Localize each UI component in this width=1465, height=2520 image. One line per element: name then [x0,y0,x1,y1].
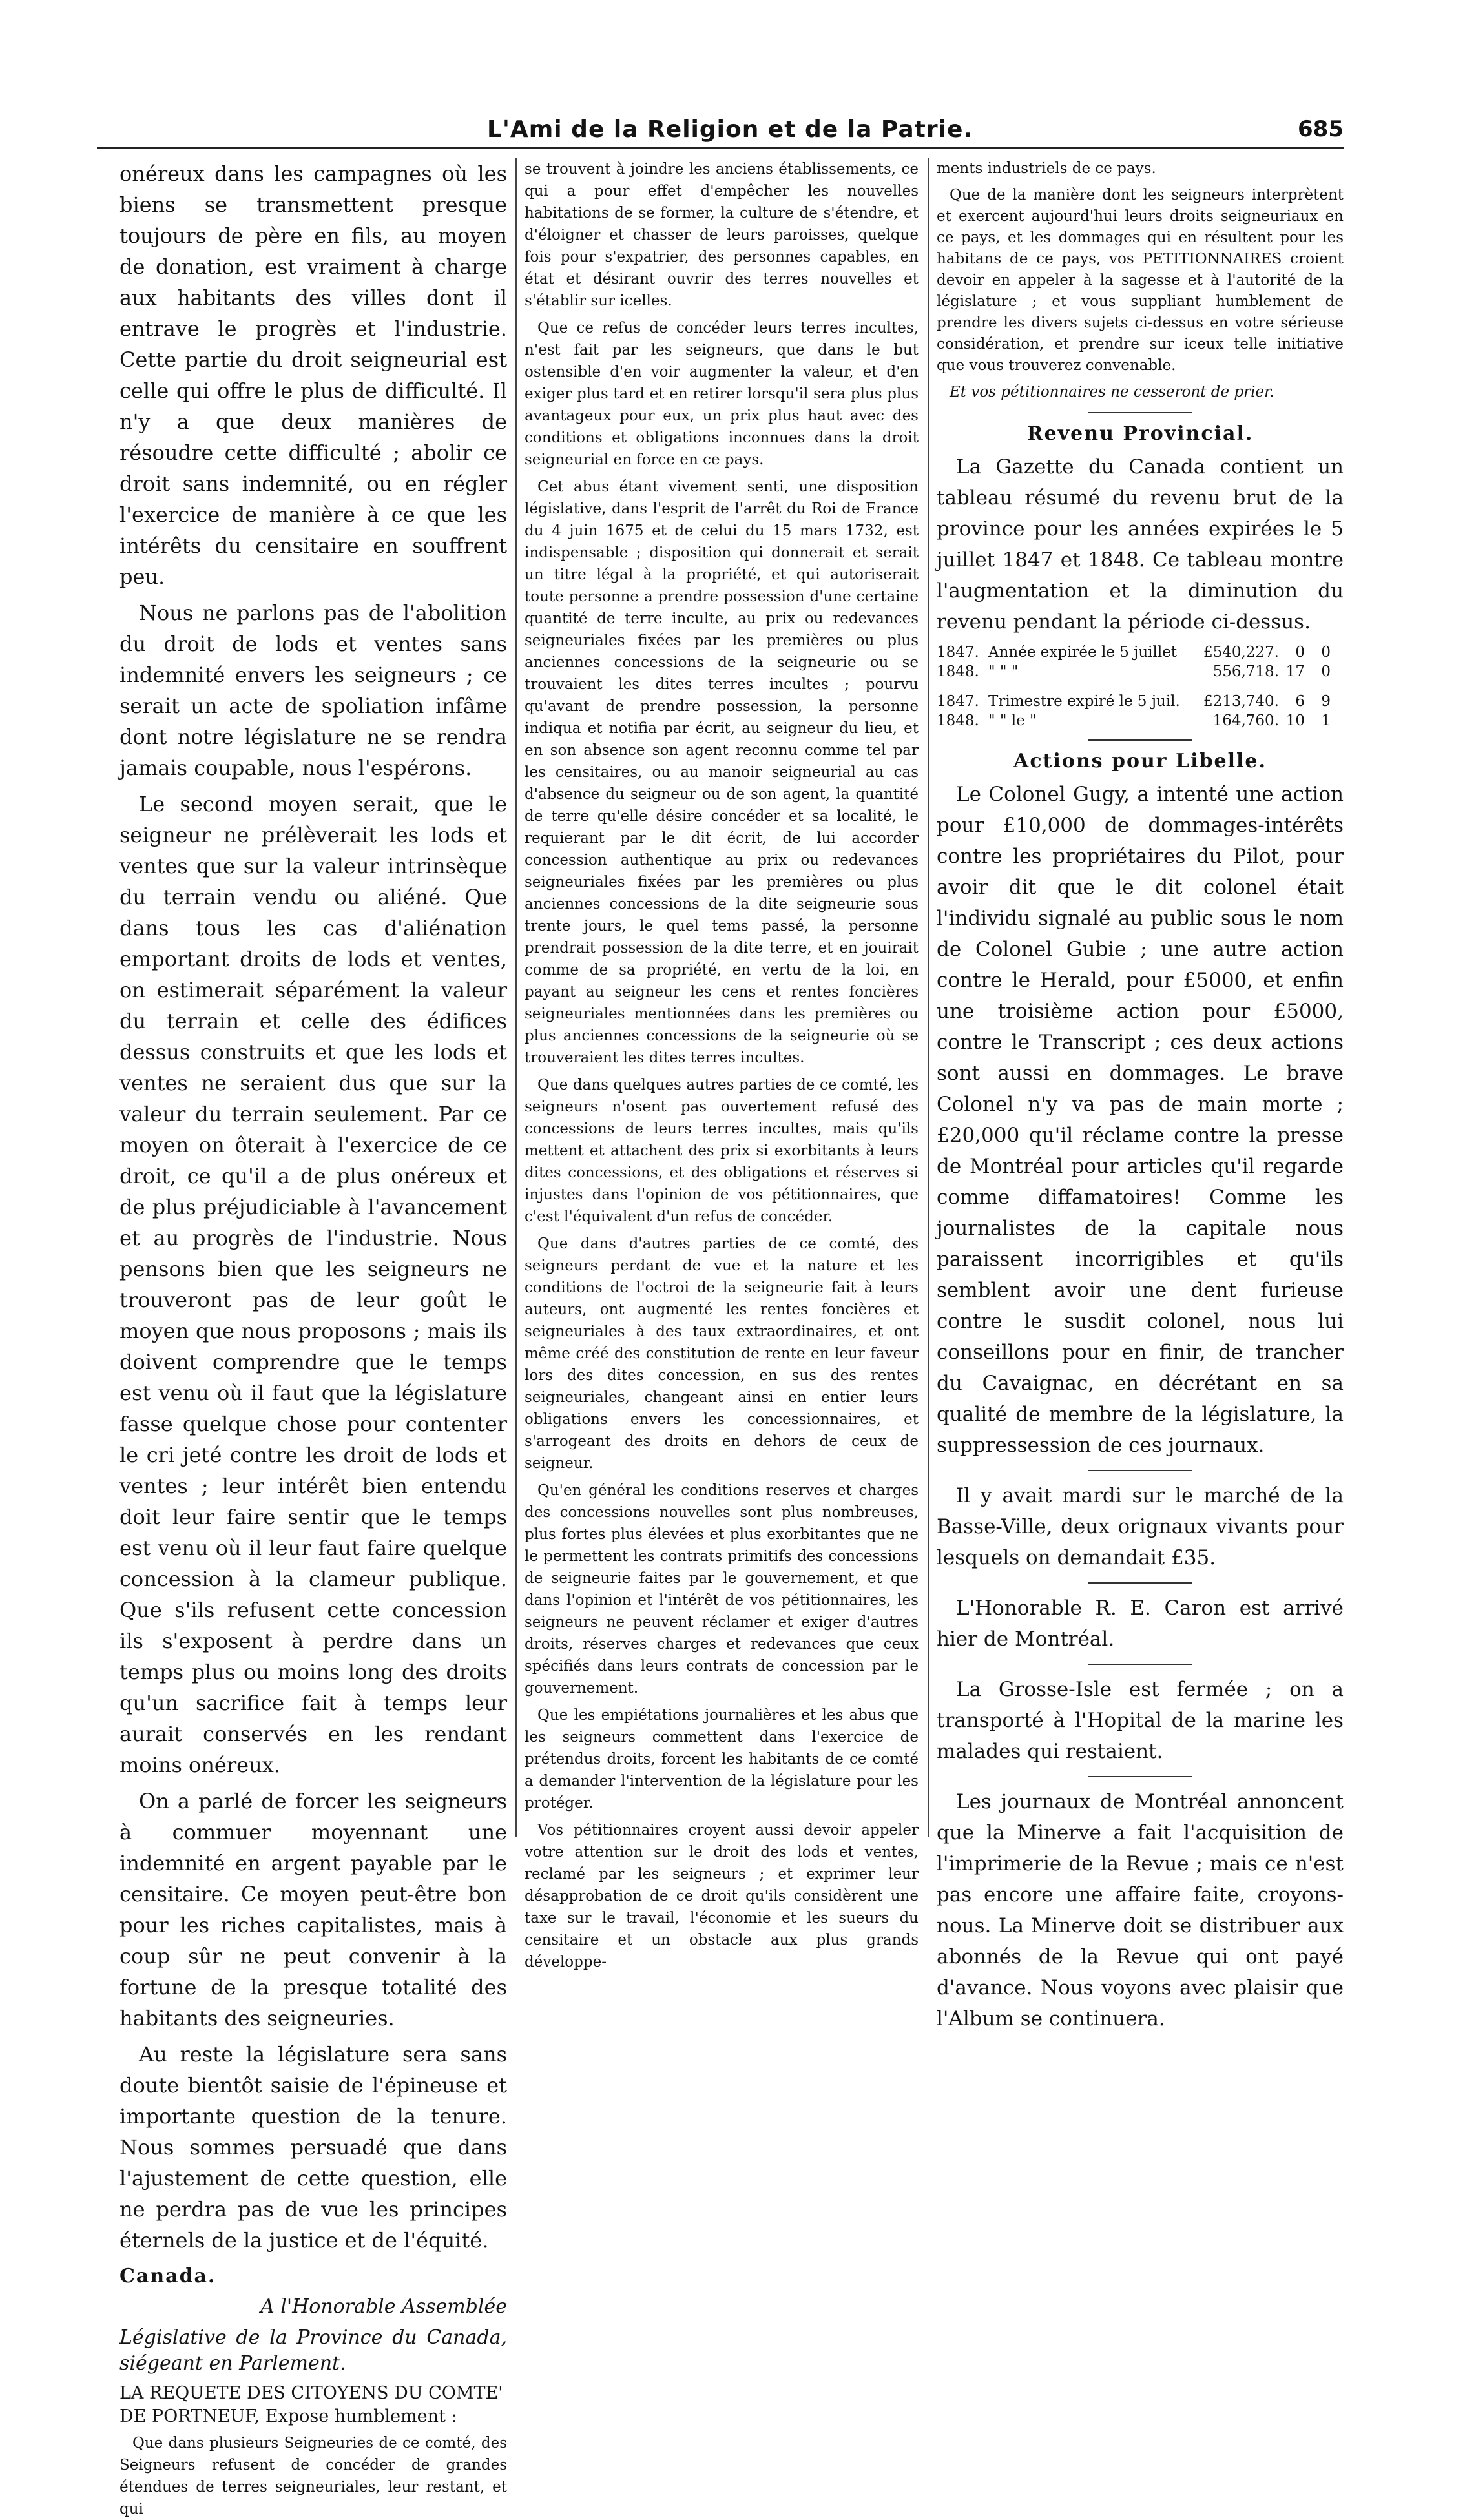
section-divider [1088,739,1192,741]
header-rule [97,147,1344,149]
page-number: 685 [1298,116,1344,142]
column-3 [937,158,1344,2030]
article-paragraph: Au reste la législature sera sans doute bientôt saisie de l'épineuse et importante question de la tenure. Nous sommes persuadé que dans l'ajustement de cette question, elle ne perdra pas de vue les principes éternels de la justice et de l'équité. [119,2042,507,2253]
table-row: 1847. Année expirée le 5 juillet £540,227. 0 0 [937,644,1331,661]
news-item: La Grosse-Isle est fermée ; on a transporté à l'Hopital de la marine les malades qui restaient. [937,1678,1344,1763]
column-1 [119,158,507,2517]
petition-paragraph: Que ce refus de concéder leurs terres incultes, n'est fait par les seigneurs, que dans le but ostensible d'en voir augmenter la valeur, et d'en exiger plus tard et en retirer lorsqu'il sera plus plus avantageux pour eux, un prix plus haut avec des conditions et obligations inconnues dans la droit seigneurial en force en ce pays. [525,320,919,468]
petition-address: A l'Honorable Assemblée [260,2295,507,2318]
article-paragraph: On a parlé de forcer les seigneurs à commuer moyennant une indemnité en argent payable par le censitaire. Ce moyen peut-être bon pour les riches capitalistes, mais à coup sûr ne peut convenir à la fortune de la presque totalité des habitants des seigneuries. [119,1789,507,2030]
actions-heading: Actions pour Libelle. [1013,750,1267,772]
article-paragraph: Nous ne parlons pas de l'abolition du droit de lods et ventes sans indemnité envers les seigneurs ; ce serait un acte de spoliation infâme dont notre législature ne se rendra jamais coupable, nous l'espérons. [119,601,507,780]
section-divider [1088,1664,1192,1665]
column-2 [525,158,919,1970]
article-paragraph: onéreux dans les campagnes où les biens se transmettent presque toujours de père en fils, au moyen de donation, est vraiment à charge aux habitants des villes dont il entrave le progrès et l'industrie. Cette partie du droit seigneurial est celle qui offre le plus de difficulté. Il n'y a que deux manières de résoudre cette difficulté ; abolir ce droit sans indemnité, ou en régler l'exercice de manière à ce que les intérêts du censitaire en souffrent peu. [119,161,507,589]
revenu-heading: Revenu Provincial. [1026,422,1254,445]
petition-address: Législative de la Province du Canada, siégeant en Parlement. [119,2326,507,2375]
petition-closing: Et vos pétitionnaires ne cesseront de prier. [950,384,1274,400]
actions-paragraph: Le Colonel Gugy, a intenté une action pour £10,000 de dommages-intérêts contre les propriétaires du Pilot, pour avoir dit que le dit colonel était l'individu signalé au public sous le nom de Colonel Gubie ; une autre action contre le Herald, pour £5000, et enfin une troisième action pour £5000, contre le Transcript ; ces deux actions sont aussi en dommages. Le brave Colonel n'y va pas de main morte ; £20,000 qu'il réclame contre la presse de Montréal pour articles qu'il regarde comme diffamatoires! Comme les journalistes de la capitale nous paraissent incorrigibles et qu'ils semblent avoir une dent furieuse contre le susdit colonel, nous lui conseillons pour en finir, de trancher du Cavaignac, en décrétant en sa qualité de membre de la législature, la suppressession de ces journaux. [937,783,1344,1457]
article-paragraph: Le second moyen serait, que le seigneur ne prélèverait les lods et ventes que sur la valeur intrinsèque du terrain vendu ou aliéné. Que dans tous les cas d'aliénation emportant droits de lods et ventes, on estimerait séparément la valeur du terrain et celle des édifices dessus construits et que les lods et ventes ne seraient dus que sur la valeur du terrain seulement. Par ce moyen on ôterait à l'exercice de ce droit, ce qu'il a de plus onéreux et de plus préjudiciable à l'avancement et au progrès de l'industrie. Nous pensons bien que les seigneurs ne trouveront pas de leur goût le moyen que nous proposons ; mais ils doivent comprendre que le temps est venu où il faut que la législature fasse quelque chose pour contenter le cri jeté contre les droit de lods et ventes ; leur intérêt bien entendu doit leur faire sentir que le temps est venu où il leur faut faire quelque concession à la clameur publique. Que s'ils refusent cette concession ils s'exposent à perdre dans un temps plus ou moins long des droits qu'un sacrifice fait à temps leur aurait conservés en les rendant moins onéreux. [119,792,507,1777]
revenu-paragraph: La Gazette du Canada contient un tableau résumé du revenu brut de la province pour les années expirées le 5 juillet 1847 et 1848. Ce tableau montre l'augmentation et la diminution du revenu pendant la période ci-dessus. [937,455,1344,634]
news-item: Il y avait mardi sur le marché de la Basse-Ville, deux orignaux vivants pour lesquels on demandait £35. [937,1484,1344,1569]
column-divider [515,158,517,1837]
petition-paragraph: Vos pétitionnaires croyent aussi devoir appeler votre attention sur le droit des lods et ventes, reclamé par les seigneurs ; et exprimer leur désapprobation de ce droit qu'ils considèrent une taxe sur le travail, l'économie et les sueurs du censitaire et un obstacle aux plus grands développe- [525,1822,919,1970]
section-divider [1088,1776,1192,1777]
petition-paragraph: Que dans d'autres parties de ce comté, des seigneurs perdant de vue et la nature et les conditions de l'octroi de la seigneurie fait à leurs auteurs, ont augmenté les rentes foncières et seigneuriales à des taux extraordinaires, et ont même créé des constitution de rente en leur faveur lors des dites concession, en sus des rentes seigneuriales, changeant ainsi en entier leurs obligations envers les concessionnaires, et s'arrogeant des droits en dehors de ceux de seigneur. [525,1235,919,1472]
section-divider [1088,412,1192,413]
section-divider [1088,1582,1192,1584]
petition-paragraph: ments industriels de ce pays. [937,160,1156,177]
news-item: L'Honorable R. E. Caron est arrivé hier de Montréal. [937,1596,1344,1651]
petition-paragraph: Que dans quelques autres parties de ce comté, les seigneurs n'osent pas ouvertement refusé des concessions de leurs terres incultes, mais qu'ils mettent et attachent des prix si exorbitants à leurs dites concessions, et des obligations et réserves si injustes dans l'opinion de vos pétitionnaires, que c'est l'équivalent d'un refus de concéder. [525,1077,919,1225]
petition-paragraph: se trouvent à joindre les anciens établissements, ce qui a pour effet d'empêcher les nouvelles habitations de se former, la culture de s'étendre, et d'éloigner et chasser de leurs paroisses, quelque fois pour s'expatrier, des personnes capables, en état et désirant ouvrir des terres nouvelles et s'établir sur icelles. [525,161,919,309]
petition-paragraph: Que les empiétations journalières et les abus que les seigneurs commettent dans l'exercice de prétendus droits, forcent les habitants de ce comté a demander l'intervention de la législature pour les protéger. [525,1707,919,1812]
revenue-table-annual [937,643,1344,681]
running-title: L'Ami de la Religion et de la Patrie. [486,116,973,143]
table-row: 1848. " " le " 164,760. 10 1 [937,712,1331,729]
canada-heading: Canada. [119,2265,216,2288]
petition-title: LA REQUETE DES CITOYENS DU COMTE' DE PORTNEUF, Expose humblement : [119,2383,503,2426]
table-row: 1848. " " " 556,718. 17 0 [937,663,1331,680]
news-item: Les journaux de Montréal annoncent que la Minerve a fait l'acquisition de l'imprimerie de la Revue ; mais ce n'est pas encore une affaire faite, croyons-nous. La Minerve doit se distribuer aux abonnés de la Revue qui ont payé d'avance. Nous voyons avec plaisir que l'Album se continuera. [937,1790,1344,2030]
petition-paragraph: Cet abus étant vivement senti, une disposition législative, dans l'esprit de l'arrêt du Roi de France du 4 juin 1675 et de celui du 15 mars 1732, est indispensable ; disposition qui donnerait et serait un titre légal à la propriété, et qui autoriserait toute personne a prendre possession d'une certaine quantité de terre inculte, au prix ou redevances seigneuriales fixées par les premières ou plus anciennes concessions de la seigneurie ou se trouvaient les dites terres incultes ; pourvu qu'avant de prendre possession, la personne indiqua et notifia par écrit, au seigneur du lieu, et en son absence son agent reconnu comme tel par les censitaires, ou au manoir seigneurial au cas d'absence du seigneur ou de son agent, la quantité de terre qu'elle désire concéder et sa localité, le requierant par le dit écrit, de lui accorder concession authentique au prix ou redevances seigneuriales fixées par les premières ou plus anciennes concessions de la dite seigneurie sous trente jours, le quel tems passé, la personne prendrait possession de la dite terre, et en jouirait comme de sa propriété, en vertu de la loi, en payant au seigneur les cens et rentes foncières seigneuriales mentionnées dans les premières ou plus anciennes concessions de la seigneurie où se trouveraient les dites terres incultes. [525,479,919,1066]
section-divider [1088,1470,1192,1471]
petition-paragraph: Qu'en général les conditions reserves et charges des concessions nouvelles sont plus nombreuses, plus fortes plus élevées et plus exorbitantes que ne le permettent les contrats primitifs des concessions de seigneurie faites par le gouvernement, et que dans l'opinion et l'intérêt de vos pétitionnaires, les seigneurs ne peuvent réclamer et exiger d'autres droits, réserves charges et redevances que ceux spécifiés dans leurs contrats de concession par le gouvernement. [525,1482,919,1697]
petition-paragraph: Que de la manière dont les seigneurs interprètent et exercent aujourd'hui leurs droits seigneuriaux en ce pays, et les dommages qui en résultent pour les habitans de ce pays, vos PETITIONNAIRES croient devoir en appeler à la sagesse et à l'autorité de la législature ; et vous suppliant humblement de prendre les divers sujets ci-dessus en votre sérieuse considération, et prendre sur iceux telle initiative que vous trouverez convenable. [937,187,1344,374]
column-divider [928,158,929,1837]
table-row: 1847. Trimestre expiré le 5 juil. £213,740. 6 9 [937,693,1331,710]
revenue-table-quarter [937,692,1344,730]
page-header [97,97,1344,149]
petition-paragraph: Que dans plusieurs Seigneuries de ce comté, des Seigneurs refusent de concéder de grandes étendues de terres seigneuriales, leur restant, et qui [119,2435,507,2517]
